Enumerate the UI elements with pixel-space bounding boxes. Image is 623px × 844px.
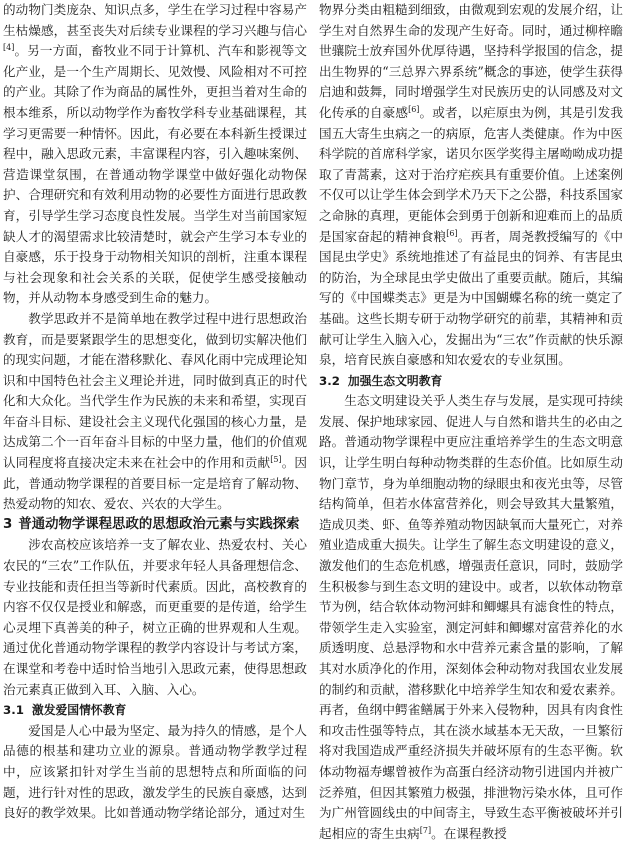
paragraph-ecology: 生态文明建设关乎人类生存与发展，是实现可持续发展、保护地球家园、促进人与自然和谐共生的必由之路。普通动物学课程中更应注重培养学生的生态文明意识，让学生明白每种动物类群的生态价值。比如原生动物门章节，身为单细胞动物的绿眼虫和夜光虫等，尽管结构简单，但若水体富营养化，则会导致其大量繁殖，造成贝类、虾、鱼等养殖动物因缺氧而大量死亡，对养殖业造成重大损失。让学生了解生态文明建设的意义，激发他们的生态危机感，增强责任意识，同时，鼓励学生积极参与到生态文明的建设中。或者，以软体动物章节为例，结合软体动物河蚌和鲫螺具有滤食性的特点，带领学生走入实验室，测定河蚌和鲫螺对富营养化的水质透明度、总悬浮物和水中营养元素含量的影响，了解其对水质净化的作用，深刻体会种动物对我国农业发展的制约和贡献，潜移默化中培养学生知农和爱农素养。再者，鱼纲中鳄雀鳝属于外来入侵物种，因具有肉食性和攻击性强等特点，其在淡水域基本无天敌，一旦繁衍将对我国造成严重经济损失并破坏原有的生态平衡。软体动物福寿螺曾被作为高蛋白经济动物引进国内并被广泛养殖，但因其繁殖力极强，排泄物污染水体，且可作为广州管圆线虫的中间寄主，导致生态平衡被破坏并引起相应的寄生虫病[7]。在课程教授	[319, 393, 623, 841]
right-column	[319, 0, 623, 844]
subsection-number: 3.2	[319, 373, 340, 388]
subsection-heading-3-2	[319, 371, 623, 392]
section-title: 普通动物学课程思政的思想政治元素与实践探索	[18, 516, 300, 532]
citation-ref: [7]	[419, 825, 432, 835]
paragraph-agri-education: 涉农高校应该培养一支了解农业、热爱农村、关心农民的“三农”工作队伍，并要求年轻人具备理想信念、专业技能和责任担当等新时代素质。因此，高校教育的内容不仅仅是授业和解惑，而更重要的是传道，给学生心灵埋下真善美的种子，树立正确的世界观和人生观。通过优化普通动物学课程的教学内容设计与考试方案，在课堂和考卷中适时恰当地引入思政元素，使得思想政治元素真正做到入耳、入脑、入心。	[3, 537, 307, 697]
section-number: 3	[3, 516, 13, 532]
subsection-heading-3-1	[3, 700, 307, 721]
subsection-title: 加强生态文明教育	[347, 373, 443, 388]
citation-ref: [6]	[446, 228, 458, 238]
citation-ref: [5]	[270, 454, 282, 464]
subsection-number: 3.1	[3, 703, 24, 718]
paragraph-course-motivation: 的动物门类庞杂、知识点多，学生在学习过程中容易产生枯燥感，甚至丧失对后续专业课程的学习兴趣与信心[4]。另一方面，畜牧业不同于计算机、汽车和影视等文化产业，是一个生产周期长、见效慢、风险相对不可控的产业。其除了作为商品的属性外，更担当着对生命的根本维系，所以动物学作为畜牧学科专业基础课程，其学习更需要一种情怀。因此，有必要在本科新生授课过程中，融入思政元素，丰富课程内容，引入趣味案例、营造课堂氛围，在普通动物学课堂中做好强化动物保护、合理研究和有效利用动物的必要性方面进行思政教育，引导学生学习态度良性发展。当学生对当前国家短缺人才的渴望需求比较清楚时，就会产生学习本专业的自豪感，乐于投身于动物相关知识的剖析，注重本课程与社会现象和社会关系的关联，促使学生感受接触动物，并从动物本身感受到生命的魅力。	[3, 2, 307, 306]
paragraph-scientist-examples: 物界分类由粗糙到细致，由微观到宏观的发展介绍，让学生对自然界生命的发现产生好奇。同时，通过柳梓瞻世骧院士放弃国外优厚待遇，坚持科学报国的信念，提出生物界的“三总界六界系统”概念的事迹，使学生获得启迪和鼓舞，同时增强学生对民族历史的认同感及对文化传承的自豪感[6]。或者，以疟原虫为例，其是引发我国五大寄生虫病之一的病原，危害人类健康。作为中医科学院的首席科学家，诺贝尔医学奖得主屠呦呦成功提取了青蒿素，这对于治疗疟疾具有重要价值。上述案例不仅可以让学生体会到学术乃天下之公器，科技系国家之命脉的真理，更能体会到勇于创新和迎难而上的品质是国家奋起的精神食粮[6]。再者，周尧教授编写的《中国昆虫学史》系统地推述了有益昆虫的饲养、有害昆虫的防治，为全球昆虫学史做出了重要贡献。随后，其编写的《中国蝶类志》更是为中国蝴蝶名称的统一奠定了基础。这些长期专研于动物学研究的前辈，其精神和贡献可让学生入脑入心，发掘出为“三农”作贡献的快乐源泉，培育民族自豪感和知农爱农的专业氛围。	[319, 2, 623, 368]
paragraph-teaching-ideology: 教学思政并不是简单地在教学过程中进行思想政治教育，而是要紧跟学生的思想变化，做到切实解决他们的现实问题，才能在潜移默化、春风化雨中完成理论知识和中国特色社会主义理论并进，同时做到真正的时代化和大众化。当代学生作为民族的未来和希望，实现百年奋斗目标、建设社会主义现代化强国的核心力量，是达成第二个一百年奋斗目标的中坚力量，他们的价值观认同程度将直接决定未来在社会中的作用和贡献[5]。因此，普通动物学课程的首要目标一定是培育了解动物、热爱动物的知农、爱农、兴农的大学生。	[3, 310, 308, 512]
citation-ref: [6]	[408, 104, 420, 114]
section-heading-3	[3, 515, 307, 536]
citation-ref: [4]	[3, 43, 15, 52]
paragraph-patriotism: 爱国是人心中最为坚定、最为持久的情感，是个人品德的根基和建功立业的源泉。普通动物学教学过程中，应该紧扣针对学生当前的思想特点和所面临的问题，进行针对性的思政，激发学生的民族自豪感，达到良好的教学效果。比如普通动物学绪论部分，通过对生	[3, 722, 307, 821]
left-column	[3, 0, 307, 824]
subsection-title: 激发爱国情怀教育	[31, 703, 127, 718]
